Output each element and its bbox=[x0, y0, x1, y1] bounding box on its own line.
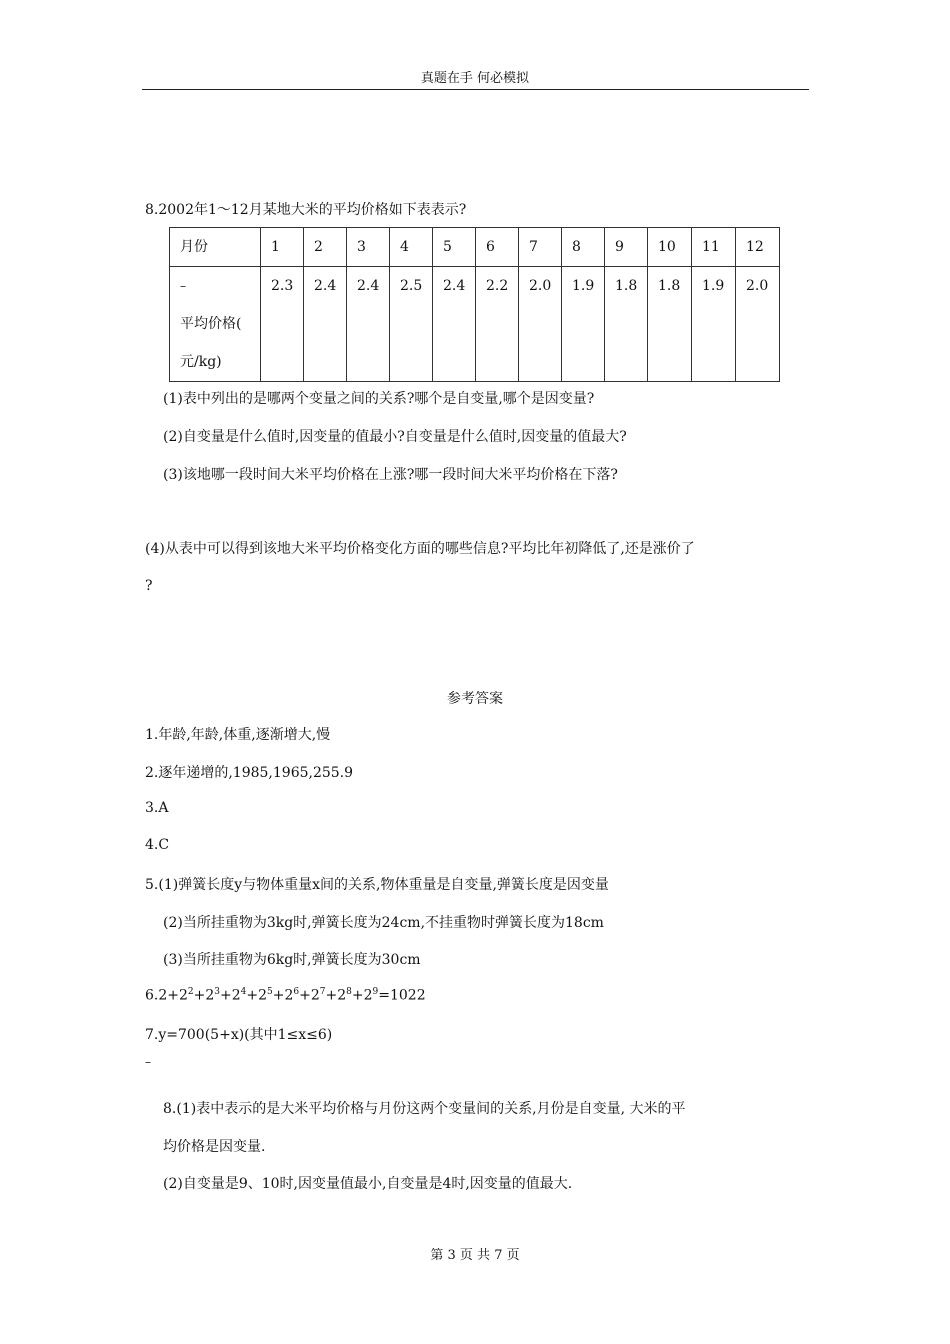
answer-6 bbox=[145, 987, 426, 1004]
table-cell-price: 2.5 bbox=[390, 267, 433, 382]
table-cell-month: 2 bbox=[304, 228, 347, 267]
answer-6-text: +2 bbox=[193, 987, 215, 1004]
table-cell-month: 3 bbox=[347, 228, 390, 267]
answer-6-exponent: 9 bbox=[372, 987, 379, 997]
answer-6-text: +2 bbox=[351, 987, 373, 1004]
answer-1: 1.年龄,年龄,体重,逐渐增大,慢 bbox=[145, 727, 331, 743]
answer-6-text: +2 bbox=[325, 987, 347, 1004]
price-label-dash: – bbox=[180, 279, 186, 293]
page-number-footer: 第 3 页 共 7 页 bbox=[430, 1248, 520, 1263]
table-cell-month: 1 bbox=[261, 228, 304, 267]
table-cell-month: 6 bbox=[476, 228, 519, 267]
table-cell-price: 1.8 bbox=[605, 267, 648, 382]
answer-6-exponent: 4 bbox=[240, 987, 247, 997]
table-cell-price: 1.9 bbox=[692, 267, 736, 382]
table-cell-month: 4 bbox=[390, 228, 433, 267]
answer-7-dash: – bbox=[145, 1055, 151, 1069]
table-cell-price: 2.4 bbox=[433, 267, 476, 382]
answer-4: 4.C bbox=[145, 837, 170, 853]
answer-8-part1-cont: 均价格是因变量. bbox=[163, 1139, 266, 1155]
table-row-prices bbox=[170, 267, 780, 382]
answers-title: 参考答案 bbox=[447, 691, 503, 707]
table-header-month: 月份 bbox=[170, 228, 261, 267]
header-rule bbox=[142, 89, 809, 90]
table-cell-month: 11 bbox=[692, 228, 736, 267]
question-8-sub3: (3)该地哪一段时间大米平均价格在上涨?哪一段时间大米平均价格在下落? bbox=[163, 467, 618, 483]
answer-6-exponent: 2 bbox=[187, 987, 194, 997]
page-header-title: 真题在手 何必模拟 bbox=[420, 71, 530, 86]
answer-6-text: +2 bbox=[272, 987, 294, 1004]
answer-8-part2: (2)自变量是9、10时,因变量值最小,自变量是4时,因变量的值最大. bbox=[163, 1176, 573, 1192]
answer-6-exponent: 7 bbox=[319, 987, 326, 997]
table-cell-price: 2.3 bbox=[261, 267, 304, 382]
answer-2: 2.逐年递增的,1985,1965,255.9 bbox=[145, 765, 354, 781]
answer-6-exponent: 8 bbox=[346, 987, 352, 997]
answer-6-exponent: 6 bbox=[293, 987, 300, 997]
table-cell-price: 1.8 bbox=[648, 267, 692, 382]
answer-6-text: +2 bbox=[246, 987, 268, 1004]
question-8-sub4-line1: (4)从表中可以得到该地大米平均价格变化方面的哪些信息?平均比年初降低了,还是涨价了 bbox=[145, 541, 695, 557]
answer-5-part3: (3)当所挂重物为6kg时,弹簧长度为30cm bbox=[163, 952, 421, 968]
table-cell-price: 2.0 bbox=[736, 267, 780, 382]
answer-6-text: +2 bbox=[220, 987, 241, 1004]
table-cell-price: 1.9 bbox=[562, 267, 605, 382]
table-cell-month: 5 bbox=[433, 228, 476, 267]
rice-price-table bbox=[169, 227, 780, 382]
table-cell-month: 12 bbox=[736, 228, 780, 267]
answer-3: 3.A bbox=[145, 800, 169, 816]
answer-7: 7.y=700(5+x)(其中1≤x≤6) bbox=[145, 1027, 333, 1043]
answer-6-text: +2 bbox=[299, 987, 320, 1004]
question-8-prompt: 8.2002年1～12月某地大米的平均价格如下表表示? bbox=[145, 202, 467, 218]
question-8-sub4-line2: ? bbox=[145, 578, 153, 594]
answer-8-part1: 8.(1)表中表示的是大米平均价格与月份这两个变量间的关系,月份是自变量, 大米的平 bbox=[163, 1101, 686, 1117]
answer-5-part2: (2)当所挂重物为3kg时,弹簧长度为24cm,不挂重物时弹簧长度为18cm bbox=[163, 915, 604, 931]
question-8-sub1: (1)表中列出的是哪两个变量之间的关系?哪个是自变量,哪个是因变量? bbox=[163, 391, 595, 407]
table-cell-price: 2.4 bbox=[347, 267, 390, 382]
answer-5-part1: 5.(1)弹簧长度y与物体重量x间的关系,物体重量是自变量,弹簧长度是因变量 bbox=[145, 877, 609, 893]
table-cell-price: 2.4 bbox=[304, 267, 347, 382]
answer-6-exponent: 5 bbox=[267, 987, 273, 997]
table-cell-month: 9 bbox=[605, 228, 648, 267]
table-header-price bbox=[170, 267, 261, 382]
price-label-line2: 元/kg) bbox=[180, 354, 222, 370]
question-8-sub2: (2)自变量是什么值时,因变量的值最小?自变量是什么值时,因变量的值最大? bbox=[163, 429, 627, 445]
table-cell-price: 2.0 bbox=[519, 267, 562, 382]
table-cell-month: 7 bbox=[519, 228, 562, 267]
table-cell-month: 8 bbox=[562, 228, 605, 267]
answer-6-text: =1022 bbox=[378, 987, 426, 1004]
answer-6-text: 6.2+2 bbox=[145, 987, 188, 1004]
answer-6-exponent: 3 bbox=[214, 987, 221, 997]
price-label-line1: 平均价格( bbox=[180, 316, 242, 332]
table-cell-price: 2.2 bbox=[476, 267, 519, 382]
table-cell-month: 10 bbox=[648, 228, 692, 267]
table-row-months bbox=[170, 228, 780, 267]
